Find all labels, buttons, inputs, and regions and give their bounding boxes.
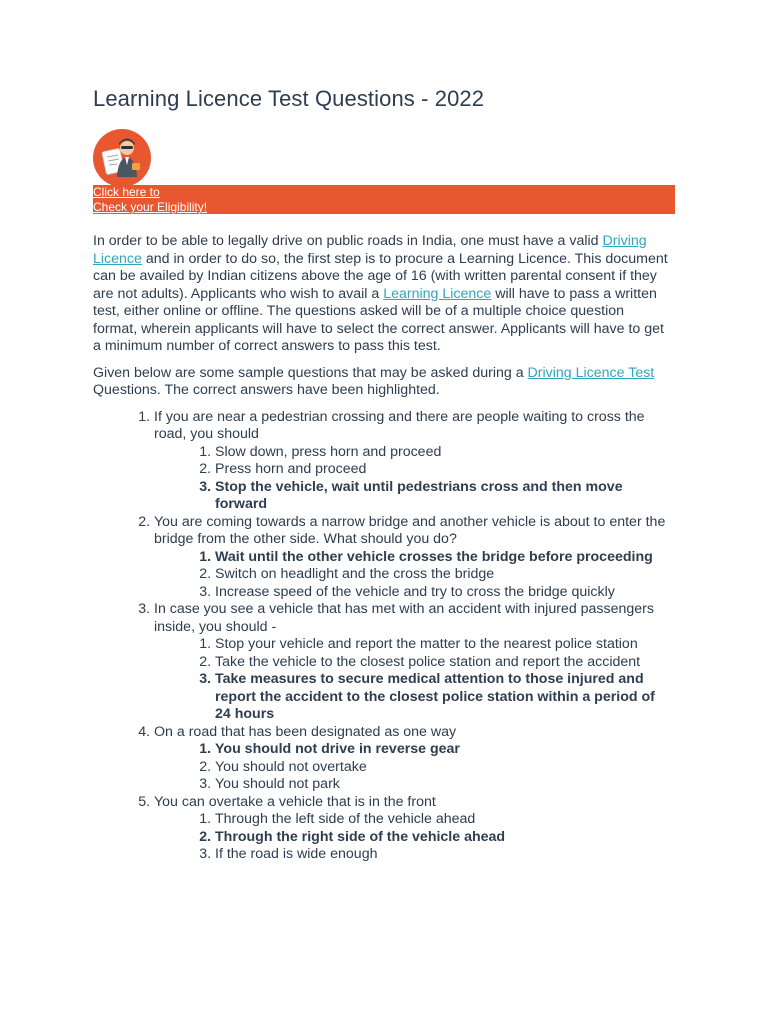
question-list xyxy=(93,409,668,864)
question-text: You are coming towards a narrow bridge and another vehicle is about to enter the bridge from the other side. What should you do? xyxy=(154,513,666,547)
question-item xyxy=(154,514,668,602)
given-paragraph xyxy=(93,365,668,400)
answer-option: 1. Slow down, press horn and proceed xyxy=(215,444,668,462)
answer-list xyxy=(154,811,668,864)
correct-answer-option: 2. Through the right side of the vehicle ahead xyxy=(215,829,668,847)
question-item xyxy=(154,601,668,724)
answer-option: 1. Stop your vehicle and report the matter to the nearest police station xyxy=(215,636,668,654)
given-text-2: Questions. The correct answers have been highlighted. xyxy=(93,382,440,398)
question-text: If you are near a pedestrian crossing and there are people waiting to cross the road, you should xyxy=(154,408,645,442)
intro-text-1: In order to be able to legally drive on public roads in India, one must have a valid xyxy=(93,233,603,249)
answer-option: 2. Switch on headlight and the cross the bridge xyxy=(215,566,668,584)
question-item xyxy=(154,794,668,864)
article-body xyxy=(93,233,668,864)
answer-list xyxy=(154,741,668,794)
eligibility-link-line-2[interactable]: Check your Eligibility! xyxy=(93,200,208,214)
question-text: You can overtake a vehicle that is in the front xyxy=(154,793,436,810)
driver-with-document-icon xyxy=(93,129,151,187)
driving-licence-test-link[interactable]: Driving Licence Test xyxy=(527,364,655,381)
learning-licence-link[interactable]: Learning Licence xyxy=(383,285,492,302)
question-text: In case you see a vehicle that has met with an accident with injured passengers inside, you should - xyxy=(154,601,654,635)
driving-licence-link[interactable]: Driving Licence xyxy=(93,233,647,267)
correct-answer-option: 3. Stop the vehicle, wait until pedestrians cross and then move forward xyxy=(215,479,668,514)
answer-list xyxy=(154,549,668,602)
eligibility-link-line-1[interactable]: Click here to xyxy=(93,185,160,199)
question-text: On a road that has been designated as one way xyxy=(154,723,457,740)
intro-paragraph xyxy=(93,233,668,356)
eligibility-banner[interactable] xyxy=(93,185,675,214)
answer-option: 2. You should not overtake xyxy=(215,759,668,777)
page-title: Learning Licence Test Questions - 2022 xyxy=(93,86,485,111)
answer-option: 1. Through the left side of the vehicle ahead xyxy=(215,811,668,829)
given-text-1: Given below are some sample questions that may be asked during a xyxy=(93,364,528,381)
question-item xyxy=(154,724,668,794)
correct-answer-option: 1. You should not drive in reverse gear xyxy=(215,741,668,759)
answer-list xyxy=(154,636,668,724)
answer-option: 2. Press horn and proceed xyxy=(215,461,668,479)
answer-list xyxy=(154,444,668,514)
intro-text-2: and in order to do so, the first step is to procure a Learning Licence. This document can be availed by Indian citizens above the age of 16 (with written parental consent if they are not adults). Applicants who wish to avail a xyxy=(93,250,668,302)
answer-option: 3. Increase speed of the vehicle and try to cross the bridge quickly xyxy=(215,584,668,602)
answer-option: 2. Take the vehicle to the closest police station and report the accident xyxy=(215,654,668,672)
correct-answer-option: 1. Wait until the other vehicle crosses the bridge before proceeding xyxy=(215,549,668,567)
answer-option: 3. If the road is wide enough xyxy=(215,846,668,864)
intro-text-3: will have to pass a written test, either online or offline. The questions asked will be of a multiple choice question format, wherein applicants will have to select the correct answer. Applicants will have to get a minimum number of correct answers to pass this test. xyxy=(93,285,664,354)
answer-option: 3. You should not park xyxy=(215,776,668,794)
question-item xyxy=(154,409,668,514)
correct-answer-option: 3. Take measures to secure medical attention to those injured and report the accident to the closest police station within a period of 24 hours xyxy=(215,671,668,724)
